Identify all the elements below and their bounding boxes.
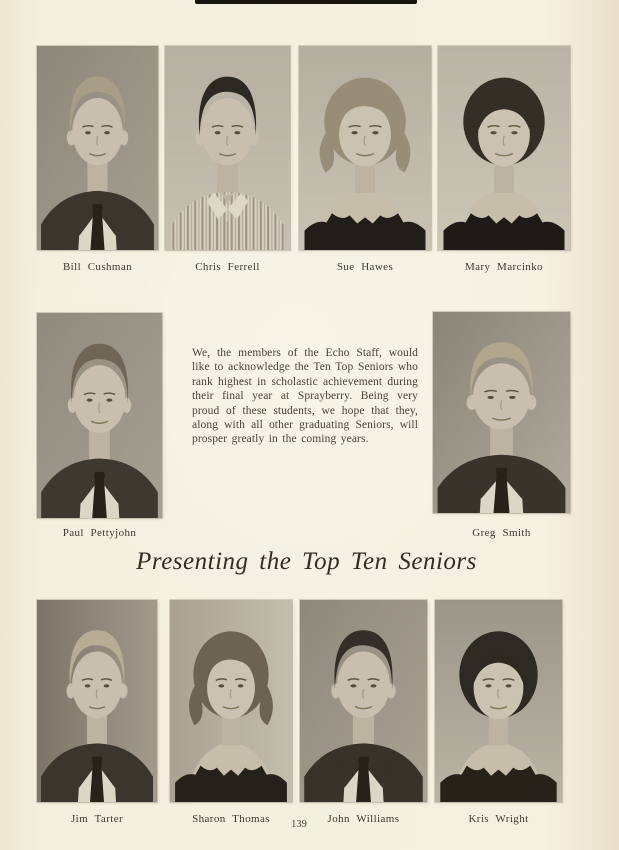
portrait-photo	[170, 600, 292, 802]
scan-edge-artifact	[195, 0, 417, 4]
portrait-photo	[37, 600, 157, 802]
portrait-photo	[433, 312, 570, 513]
portrait-photo	[37, 46, 158, 250]
portrait-photo	[438, 46, 570, 250]
intro-paragraph: We, the members of the Echo Staff, would like to acknowledge the Ten Top Seniors who rank highest in scholastic achievement during their final year at Sprayberry. Being very proud of these students, we hope that they, along with all other graduating Seniors, will prosper greatly in the coming years.	[192, 347, 418, 446]
portrait-photo	[165, 46, 290, 250]
portrait-name: Kris Wright	[468, 813, 529, 825]
portrait-photo	[300, 600, 427, 802]
portrait-name: Bill Cushman	[62, 261, 133, 273]
portrait-name: John Williams	[327, 813, 400, 825]
portrait-name: Sue Hawes	[336, 261, 394, 273]
portrait-name: Mary Marcinko	[464, 261, 544, 273]
portrait-photo	[435, 600, 562, 802]
portrait-name: Chris Ferrell	[195, 261, 260, 273]
portrait-photo	[37, 313, 162, 518]
page-number: 139	[291, 819, 307, 830]
portrait-name: Jim Tarter	[70, 813, 124, 825]
section-heading: Presenting the Top Ten Seniors	[136, 548, 477, 575]
portrait-name: Sharon Thomas	[192, 813, 270, 825]
portrait-photo	[299, 46, 431, 250]
portrait-name: Paul Pettyjohn	[62, 527, 137, 539]
portrait-name: Greg Smith	[472, 527, 531, 539]
